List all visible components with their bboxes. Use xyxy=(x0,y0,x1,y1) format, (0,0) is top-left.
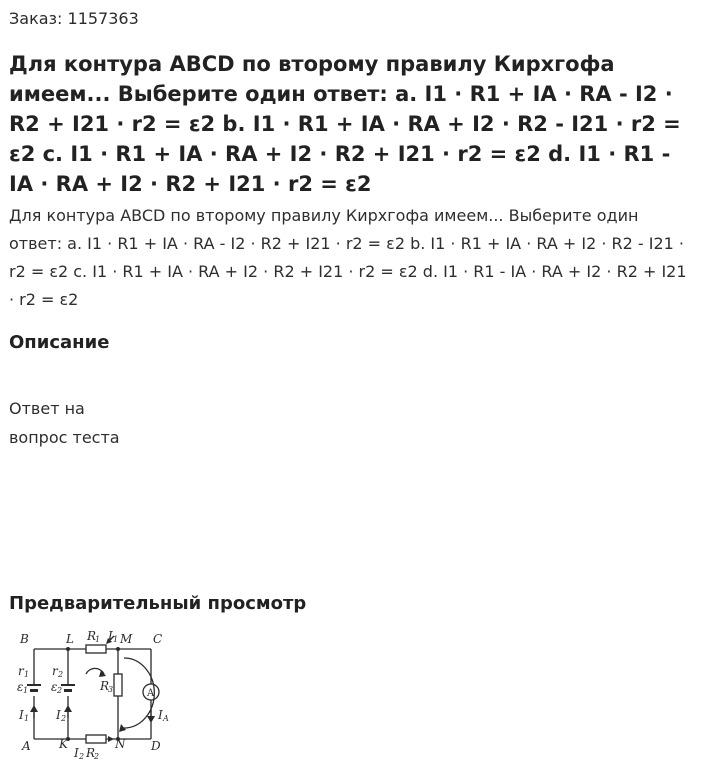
description-line-2: вопрос теста xyxy=(9,428,120,447)
node-label-D: D xyxy=(151,739,161,753)
node-label-L: L xyxy=(66,632,74,646)
arrowhead-I1-left xyxy=(30,705,38,712)
label-I2-sub: 2 xyxy=(61,714,67,723)
battery-e1-short-plate xyxy=(30,689,38,692)
label-R2: R xyxy=(86,746,96,760)
label-e1: ε xyxy=(17,680,24,694)
label-IA: I xyxy=(158,708,163,722)
node-label-C: C xyxy=(153,632,163,646)
label-R2-sub: 2 xyxy=(94,752,100,761)
node-label-M: M xyxy=(120,632,133,646)
label-I2: I xyxy=(56,708,61,722)
label-I2-bottom: I xyxy=(74,746,79,760)
battery-e2-short-plate xyxy=(64,689,72,692)
label-I1: I xyxy=(19,708,24,722)
label-R3: R xyxy=(100,679,110,693)
label-I2-bottom-sub: 2 xyxy=(79,752,85,761)
label-R1: R xyxy=(87,629,97,643)
battery-e2-long-plate xyxy=(61,684,75,686)
description-line-1: Ответ на xyxy=(9,399,85,418)
description-body xyxy=(9,394,120,452)
label-I1-top-sub: 1 xyxy=(113,635,119,644)
label-r1-sub: 1 xyxy=(24,670,30,679)
node-label-N: N xyxy=(115,737,126,751)
order-number: Заказ: 1157363 xyxy=(9,9,139,28)
label-r2-sub: 2 xyxy=(58,670,64,679)
ammeter-label: A xyxy=(147,688,155,699)
arrowhead-R2-current xyxy=(108,736,114,742)
description-heading: Описание xyxy=(9,332,110,353)
node-label-B: B xyxy=(20,632,29,646)
circuit-preview-image[interactable] xyxy=(14,626,184,768)
label-I1-top: I xyxy=(108,629,113,643)
node-M xyxy=(116,647,120,651)
resistor-R1 xyxy=(86,645,106,653)
resistor-R2 xyxy=(86,735,106,743)
label-r1: r xyxy=(18,664,24,678)
label-e2: ε xyxy=(51,680,58,694)
label-r2: r xyxy=(52,664,58,678)
arrowhead-IA xyxy=(147,716,155,723)
circuit-diagram xyxy=(14,626,184,768)
label-R1-sub: 1 xyxy=(95,635,101,644)
battery-e1-long-plate xyxy=(27,684,41,686)
label-IA-sub: A xyxy=(163,714,169,723)
preview-heading: Предварительный просмотр xyxy=(9,593,307,614)
label-I1-sub: 1 xyxy=(24,714,30,723)
node-label-K: K xyxy=(59,737,68,751)
node-label-A: A xyxy=(22,739,31,753)
question-title: Для контура ABCD по второму правилу Кирхгофа имеем... Выберите один ответ: a. I1 · R1 + IA · RA - I2 · R2 + I21 · r2 = ε2 b. I1 · R1 + IA · RA + I2 · R2 - I21 · r2 = ε2 c. I1 · R1 + IA · RA + I2 · R2 + I21 · r2 = ε2 d. I1 · R1 - IA · RA + I2 · R2 + I21 · r2 = ε2 xyxy=(9,52,681,196)
label-R3-sub: 3 xyxy=(108,685,114,694)
question-text: Для контура ABCD по второму правилу Кирхгофа имеем... Выберите один ответ: a. I1 · R1 + IA · RA - I2 · R2 + I21 · r2 = ε2 b. I1 · R1 + IA · RA + I2 · R2 - I21 · r2 = ε2 c. I1 · R1 + IA · RA + I2 · R2 + I21 · r2 = ε2 d. I1 · R1 - IA · RA + I2 · R2 + I21 · r2 = ε2 xyxy=(9,206,687,309)
node-L xyxy=(66,647,70,651)
arrowhead-I2-mid xyxy=(64,705,72,712)
label-e2-sub: 2 xyxy=(57,686,63,695)
label-e1-sub: 1 xyxy=(23,686,29,695)
resistor-R3 xyxy=(114,674,122,696)
